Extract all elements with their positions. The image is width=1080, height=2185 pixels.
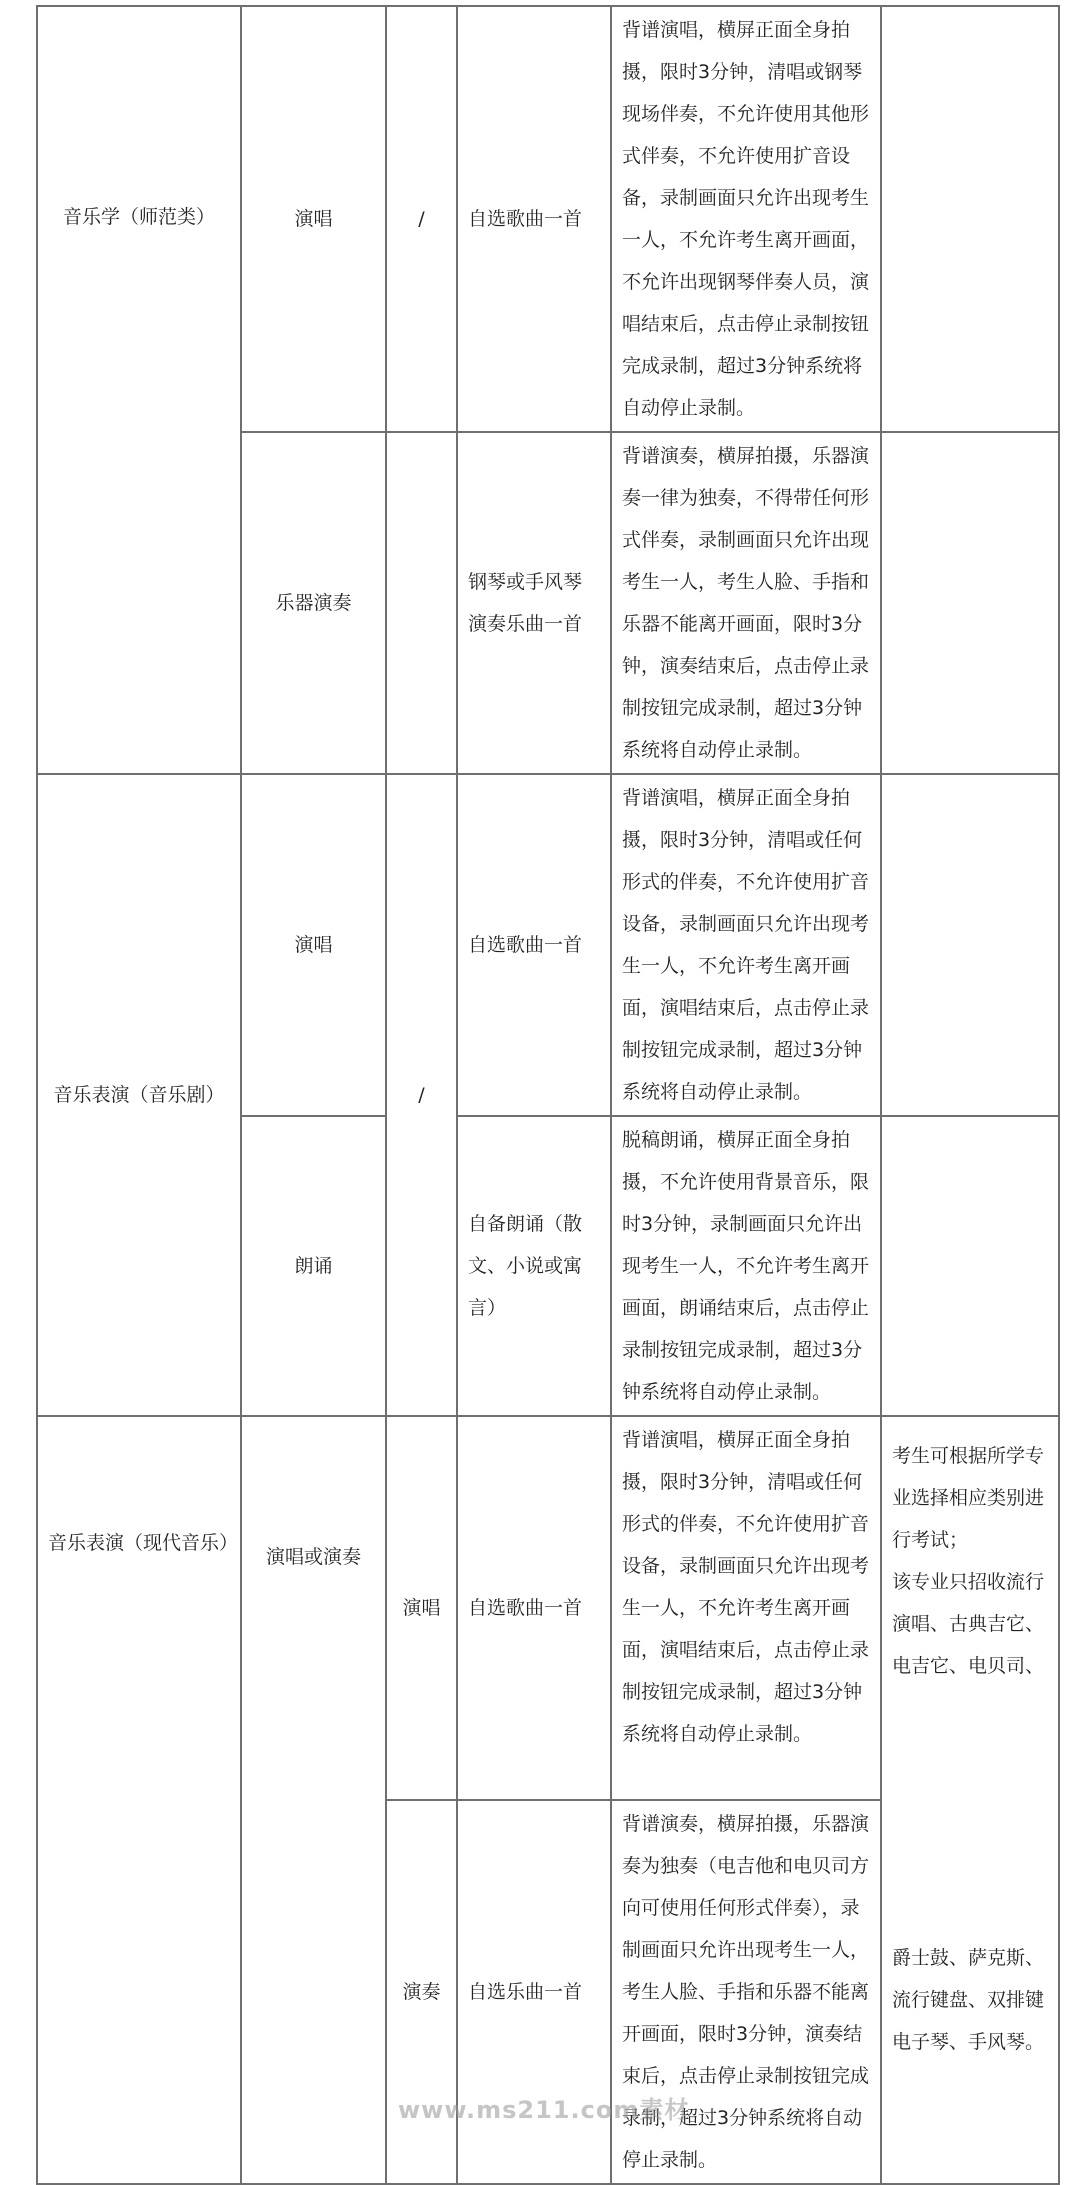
note-line: 该专业只招收流行演唱、古典吉它、电吉它、电贝司、 (892, 1571, 1045, 1677)
sub-category-cell (386, 432, 457, 774)
requirement-cell: 背谱演唱，横屏正面全身拍摄，限时3分钟，清唱或钢琴现场伴奏，不允许使用其他形式伴奏，不允许使用扩音设备，录制画面只允许出现考生一人，不允许考生离开画面，不允许出现钢琴伴奏人员，演唱结束后，点击停止录制按钮完成录制，超过3分钟系统将自动停止录制。 (611, 6, 881, 432)
note-cell (881, 6, 1059, 432)
requirement-cell: 背谱演奏，横屏拍摄，乐器演奏为独奏（电吉他和电贝司方向可使用任何形式伴奏），录制画面只允许出现考生一人，考生人脸、手指和乐器不能离开画面，限时3分钟，演奏结束后，点击停止录制按钮完成录制，超过3分钟系统将自动停止录制。 (611, 1800, 881, 2184)
content-cell: 自选歌曲一首 (457, 774, 611, 1116)
requirement-cell: 背谱演奏，横屏拍摄，乐器演奏一律为独奏，不得带任何形式伴奏，录制画面只允许出现考生一人，考生人脸、手指和乐器不能离开画面，限时3分钟，演奏结束后，点击停止录制按钮完成录制，超过3分钟系统将自动停止录制。 (611, 432, 881, 774)
note-cell (881, 774, 1059, 1116)
note-cell (881, 1416, 1059, 2184)
exam-requirements-table (36, 5, 1060, 2185)
watermark: www.ms211.com素材 (398, 2096, 690, 2124)
category-cell: 演唱或演奏 (241, 1416, 386, 2184)
major-cell: 音乐表演（音乐剧） (37, 774, 241, 1416)
note-line: 爵士鼓、萨克斯、流行键盘、双排键电子琴、手风琴。 (892, 1947, 1045, 2053)
requirement-cell: 背谱演唱，横屏正面全身拍摄，限时3分钟，清唱或任何形式的伴奏，不允许使用扩音设备，录制画面只允许出现考生一人，不允许考生离开画面，演唱结束后，点击停止录制按钮完成录制，超过3分钟系统将自动停止录制。 (611, 774, 881, 1116)
category-cell: 朗诵 (241, 1116, 386, 1416)
requirement-cell: 脱稿朗诵，横屏正面全身拍摄，不允许使用背景音乐，限时3分钟，录制画面只允许出现考生一人，不允许考生离开画面，朗诵结束后，点击停止录制按钮完成录制，超过3分钟系统将自动停止录制。 (611, 1116, 881, 1416)
note-cell (881, 1116, 1059, 1416)
content-cell: 自选乐曲一首 (457, 1800, 611, 2184)
sub-category-cell: 演奏 (386, 1800, 457, 2184)
table-row (37, 1416, 1059, 1800)
requirement-cell: 背谱演唱，横屏正面全身拍摄，限时3分钟，清唱或任何形式的伴奏，不允许使用扩音设备，录制画面只允许出现考生一人，不允许考生离开画面，演唱结束后，点击停止录制按钮完成录制，超过3分钟系统将自动停止录制。 (611, 1416, 881, 1800)
content-cell: 自选歌曲一首 (457, 1416, 611, 1800)
content-cell: 自备朗诵（散文、小说或寓言） (457, 1116, 611, 1416)
major-cell: 音乐学（师范类） (37, 6, 241, 774)
major-cell: 音乐表演（现代音乐） (37, 1416, 241, 2184)
category-cell: 乐器演奏 (241, 432, 386, 774)
category-cell: 演唱 (241, 774, 386, 1116)
sub-category-cell: / (386, 6, 457, 432)
sub-category-cell: / (386, 774, 457, 1416)
note-gap (892, 1687, 1048, 1937)
note-cell (881, 432, 1059, 774)
content-cell: 自选歌曲一首 (457, 6, 611, 432)
note-line: 考生可根据所学专业选择相应类别进行考试； (892, 1445, 1045, 1551)
sub-category-cell: 演唱 (386, 1416, 457, 1800)
category-cell: 演唱 (241, 6, 386, 432)
table-row (37, 6, 1059, 432)
content-cell: 钢琴或手风琴演奏乐曲一首 (457, 432, 611, 774)
table-row (37, 774, 1059, 1116)
